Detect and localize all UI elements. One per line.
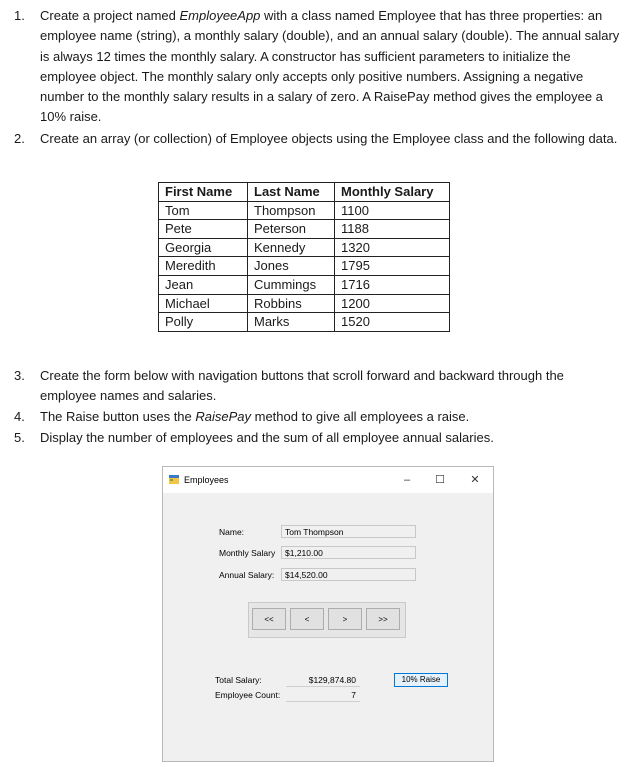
cell-last-name: Thompson <box>248 201 335 220</box>
step-number: 1. <box>14 8 25 23</box>
cell-monthly-salary: 1716 <box>335 275 450 294</box>
cell-monthly-salary: 1320 <box>335 238 450 257</box>
step-number: 4. <box>14 409 25 424</box>
name-label: Name: <box>219 527 245 537</box>
monthly-salary-label: Monthly Salary <box>219 548 276 558</box>
previous-record-button[interactable]: < <box>290 608 324 630</box>
cell-monthly-salary: 1795 <box>335 257 450 276</box>
step-text: Create a project named EmployeeApp with a class named Employee that has three properties: an employee name (string), a monthly salary (double), and an annual salary (double). The annual salary is always 12 times the monthly salary. A constructor has sufficient parameters to initialize the employee object. The monthly salary only accepts only positive numbers. Assigning a negative number to the monthly salary results in a salary of zero. A RaisePay method gives the employee a 10% raise. <box>40 8 620 125</box>
annual-salary-label: Annual Salary: <box>219 570 275 580</box>
table-row <box>159 275 450 294</box>
minimize-button[interactable]: – <box>403 474 411 486</box>
table-row <box>159 313 450 332</box>
last-record-button[interactable]: >> <box>366 608 400 630</box>
window-titlebar[interactable] <box>163 467 493 493</box>
cell-monthly-salary: 1520 <box>335 313 450 332</box>
cell-first-name: Tom <box>159 201 248 220</box>
step-text: The Raise button uses the RaisePay method to give all employees a raise. <box>40 409 470 424</box>
close-button[interactable]: ✕ <box>470 474 480 486</box>
monthly-salary-field: $1,210.00 <box>281 546 416 559</box>
cell-monthly-salary: 1188 <box>335 220 450 239</box>
cell-last-name: Jones <box>248 257 335 276</box>
first-record-button[interactable]: << <box>252 608 286 630</box>
next-record-button[interactable]: > <box>328 608 362 630</box>
table-row <box>159 257 450 276</box>
navigation-panel <box>248 602 406 638</box>
table-row <box>159 238 450 257</box>
cell-last-name: Kennedy <box>248 238 335 257</box>
cell-last-name: Robbins <box>248 294 335 313</box>
step-number: 2. <box>14 131 25 146</box>
cell-first-name: Jean <box>159 275 248 294</box>
column-header-monthly-salary: Monthly Salary <box>335 183 450 202</box>
total-salary-value: $129,874.80 <box>286 673 360 687</box>
table-row <box>159 201 450 220</box>
cell-first-name: Michael <box>159 294 248 313</box>
total-salary-label: Total Salary: <box>215 675 262 685</box>
employee-count-value: 7 <box>286 688 360 702</box>
window-title: Employees <box>184 475 229 485</box>
step-text: Display the number of employees and the sum of all employee annual salaries. <box>40 430 494 445</box>
cell-monthly-salary: 1200 <box>335 294 450 313</box>
cell-last-name: Cummings <box>248 275 335 294</box>
employee-count-label: Employee Count: <box>215 690 281 700</box>
step-text: Create an array (or collection) of Employee objects using the Employee class and the following data. <box>40 131 618 146</box>
column-header-last-name: Last Name <box>248 183 335 202</box>
annual-salary-field: $14,520.00 <box>281 568 416 581</box>
table-row <box>159 294 450 313</box>
table-row <box>159 220 450 239</box>
cell-first-name: Polly <box>159 313 248 332</box>
employee-data-table <box>158 182 450 332</box>
cell-first-name: Georgia <box>159 238 248 257</box>
step-text: Create the form below with navigation buttons that scroll forward and backward through the employee names and salaries. <box>40 368 564 404</box>
table-header-row <box>159 183 450 202</box>
employees-form-window <box>162 466 494 762</box>
maximize-button[interactable]: ☐ <box>435 474 445 486</box>
cell-last-name: Peterson <box>248 220 335 239</box>
cell-first-name: Meredith <box>159 257 248 276</box>
form-app-icon <box>169 475 179 484</box>
column-header-first-name: First Name <box>159 183 248 202</box>
cell-last-name: Marks <box>248 313 335 332</box>
name-field: Tom Thompson <box>281 525 416 538</box>
cell-monthly-salary: 1100 <box>335 201 450 220</box>
cell-first-name: Pete <box>159 220 248 239</box>
step-number: 3. <box>14 368 25 383</box>
raise-button[interactable]: 10% Raise <box>394 673 448 687</box>
step-number: 5. <box>14 430 25 445</box>
